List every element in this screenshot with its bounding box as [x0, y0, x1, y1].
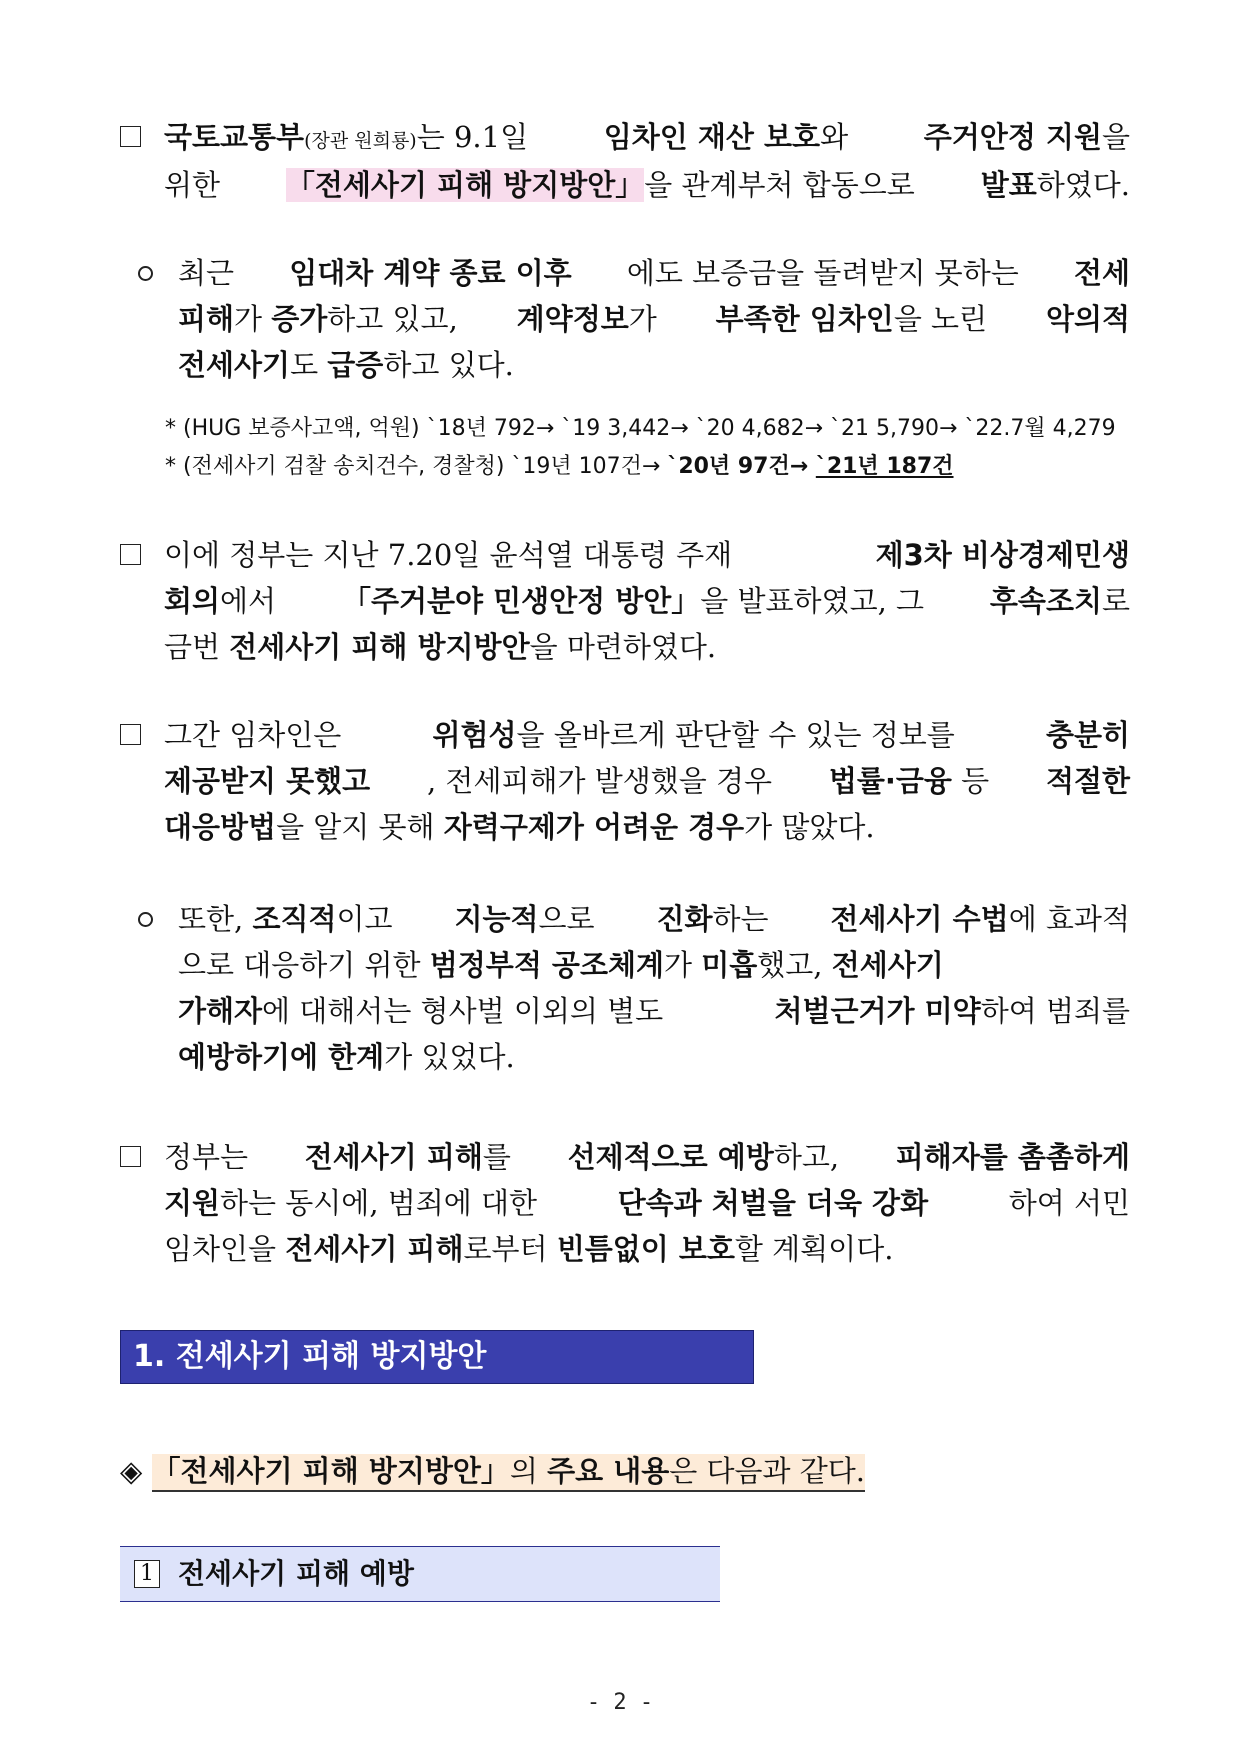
text-line	[164, 532, 1130, 578]
text-span: * (HUG 보증사고액, 억원) `18년 792→ `19 3,442→ `20 4,682→ `21 5,790→ `22.7월 4,279	[165, 416, 1116, 441]
text-line	[178, 296, 1130, 342]
text-span: 가	[234, 302, 272, 336]
text-bold: 법률·금융	[828, 764, 952, 798]
circle-bullet-icon	[138, 912, 153, 927]
text-bold: 자력구제가 어려운 경우	[443, 810, 745, 844]
text-span: 으로	[538, 902, 595, 936]
text-bold: 부족한 임차인	[715, 302, 894, 336]
text-span: 가 있었다.	[384, 1040, 515, 1074]
text-line	[164, 578, 1130, 624]
text-line	[164, 1134, 1130, 1180]
ministry-name: 국토교통부	[164, 120, 305, 154]
text-span: 등	[951, 764, 990, 798]
text-span: , 전세피해가 발생했을 경우	[427, 764, 773, 798]
summary-line	[120, 1448, 865, 1494]
text-span: 하고 있다.	[383, 348, 514, 382]
text-bold: 전세사기 피해 방지방안	[229, 630, 530, 664]
text-bold: 전세사기	[831, 948, 944, 982]
square-bullet-icon	[120, 126, 141, 147]
text-span: 하는	[712, 902, 769, 936]
text-bold: 회의	[164, 584, 221, 618]
text-bold: 임대차 계약 종료 이후	[289, 256, 572, 290]
text-line	[164, 114, 1130, 160]
square-bullet-icon	[120, 724, 141, 745]
text-bold: 전세사기	[178, 348, 291, 382]
text-bold: 빈틈없이 보호	[556, 1232, 735, 1266]
square-bullet-icon	[120, 1146, 141, 1167]
text-span: 하고,	[773, 1140, 840, 1174]
text-bold: 조직적	[252, 902, 337, 936]
text-span: 이고	[336, 902, 393, 936]
text-span: 가	[664, 948, 702, 982]
section-header: 1. 전세사기 피해 방지방안	[120, 1330, 754, 1384]
minister-note: (장관 원희룡)	[304, 130, 417, 152]
text-span: 도	[290, 348, 328, 382]
text-span: 을 올바르게 판단할 수 있는 정보를	[516, 718, 955, 752]
text-bold: 주거안정 지원	[923, 120, 1102, 154]
text-bold: 예방하기에 한계	[178, 1040, 385, 1074]
text-bold: 후속조치	[989, 584, 1102, 618]
text-span: 또한,	[178, 902, 253, 936]
text-line	[164, 1180, 1130, 1226]
text-span: 에도 보증금을 돌려받지 못하는	[626, 256, 1019, 290]
footnote-hug-accidents	[165, 412, 1116, 446]
text-span: 이에 정부는 지난 7.20일 윤석열 대통령 주재	[164, 538, 733, 572]
text-bold-underline: `21년 187건	[815, 454, 954, 479]
text-span: * (전세사기 검찰 송치건수, 경찰청) `19년 107건→	[165, 454, 668, 479]
text-bold: 지능적	[454, 902, 539, 936]
text-bold: 미흡	[701, 948, 758, 982]
text-line	[178, 988, 1130, 1034]
text-bold: 전세	[1073, 256, 1130, 290]
text-span: 하고 있고,	[327, 302, 458, 336]
text-bold: 계약정보	[516, 302, 629, 336]
text-span: 하는 동시에, 범죄에 대한	[220, 1186, 538, 1220]
text-bold: 제3차 비상경제민생	[875, 538, 1130, 572]
page-number: - 2 -	[586, 1690, 654, 1715]
text-bold: 선제적으로 예방	[567, 1140, 774, 1174]
text-bold: 「주거분야 민생안정 방안」	[341, 584, 701, 618]
text-line	[178, 342, 514, 388]
text-bold: 임차인 재산 보호	[603, 120, 821, 154]
text-bold: 지원	[164, 1186, 221, 1220]
text-span: 는 9.1일	[416, 120, 529, 154]
text-bold: 처벌근거가 미약	[774, 994, 981, 1028]
square-bullet-icon	[120, 544, 141, 565]
text-line	[164, 1226, 893, 1272]
text-bold: 악의적	[1045, 302, 1130, 336]
text-line	[164, 804, 875, 850]
text-span: 을 발표하였고, 그	[700, 584, 925, 618]
text-span: 의	[509, 1454, 548, 1488]
subsection-title: 전세사기 피해 예방	[178, 1557, 414, 1590]
text-span: 에서	[220, 584, 277, 618]
text-bold: 증가	[271, 302, 328, 336]
text-span: 했고,	[757, 948, 832, 982]
text-span: 로부터	[463, 1232, 557, 1266]
text-span: 하여 범죄를	[980, 994, 1130, 1028]
text-span: 은 다음과 같다.	[669, 1454, 866, 1488]
text-span: 가	[628, 302, 657, 336]
text-span: 위한	[164, 168, 221, 202]
text-line	[164, 624, 716, 670]
text-span: 정부는	[164, 1140, 249, 1174]
footnote-police-cases	[165, 450, 954, 484]
text-bold: 대응방법	[164, 810, 277, 844]
text-line	[178, 942, 944, 988]
text-span: 하여 서민	[1008, 1186, 1130, 1220]
text-bold: 「전세사기 피해 방지방안」	[151, 1454, 510, 1488]
text-bold: 적절한	[1045, 764, 1130, 798]
subsection-number: 1	[134, 1560, 160, 1588]
text-span: 으로 대응하기 위한	[178, 948, 430, 982]
text-span: 을 알지 못해	[276, 810, 444, 844]
text-bold: 전세사기 수법	[830, 902, 1009, 936]
text-line	[178, 250, 1130, 296]
text-bold: 피해	[178, 302, 235, 336]
text-bold: 주요 내용	[547, 1454, 670, 1488]
text-span: 로	[1101, 584, 1130, 618]
text-span: 그간 임차인은	[164, 718, 342, 752]
text-span: 을 관계부처 합동으로	[644, 168, 915, 202]
text-span: 에 효과적	[1008, 902, 1130, 936]
text-bold: 발표	[980, 168, 1037, 202]
text-span: 와	[820, 120, 849, 154]
text-span: 를	[482, 1140, 511, 1174]
summary-highlight	[152, 1454, 865, 1492]
text-span: 에 대해서는 형사벌 이외의 별도	[262, 994, 664, 1028]
plan-title-highlight: 「전세사기 피해 방지방안」	[285, 168, 645, 202]
text-span: 금번	[164, 630, 230, 664]
text-bold: 가해자	[178, 994, 263, 1028]
subsection-header	[120, 1546, 720, 1602]
text-bold: 급증	[327, 348, 384, 382]
circle-bullet-icon	[138, 266, 153, 281]
text-span: 을	[1101, 120, 1130, 154]
text-line	[164, 162, 1130, 208]
text-bold: 전세사기 피해	[304, 1140, 483, 1174]
text-bold: 전세사기 피해	[285, 1232, 464, 1266]
text-bold: 충분히	[1045, 718, 1130, 752]
diamond-bullet-icon: ◈	[120, 1454, 143, 1488]
text-span: 최근	[178, 256, 235, 290]
text-span: 할 계획이다.	[734, 1232, 894, 1266]
text-span: 하였다.	[1036, 168, 1130, 202]
text-line	[178, 1034, 515, 1080]
text-line	[164, 712, 1130, 758]
text-bold: 위험성	[432, 718, 517, 752]
text-bold: 제공받지 못했고	[164, 764, 371, 798]
text-bold: 단속과 처벌을 더욱 강화	[617, 1186, 929, 1220]
text-span: 을 노린	[893, 302, 988, 336]
text-line	[164, 758, 1130, 804]
text-line	[178, 896, 1130, 942]
text-span: 을 마련하였다.	[529, 630, 717, 664]
text-span: 임차인을	[164, 1232, 286, 1266]
text-span: 가 많았다.	[744, 810, 875, 844]
text-bold: 범정부적 공조체계	[429, 948, 664, 982]
text-bold: 피해자를 촘촘하게	[895, 1140, 1130, 1174]
text-bold: `20년 97건→	[667, 454, 816, 479]
text-bold: 진화	[656, 902, 713, 936]
